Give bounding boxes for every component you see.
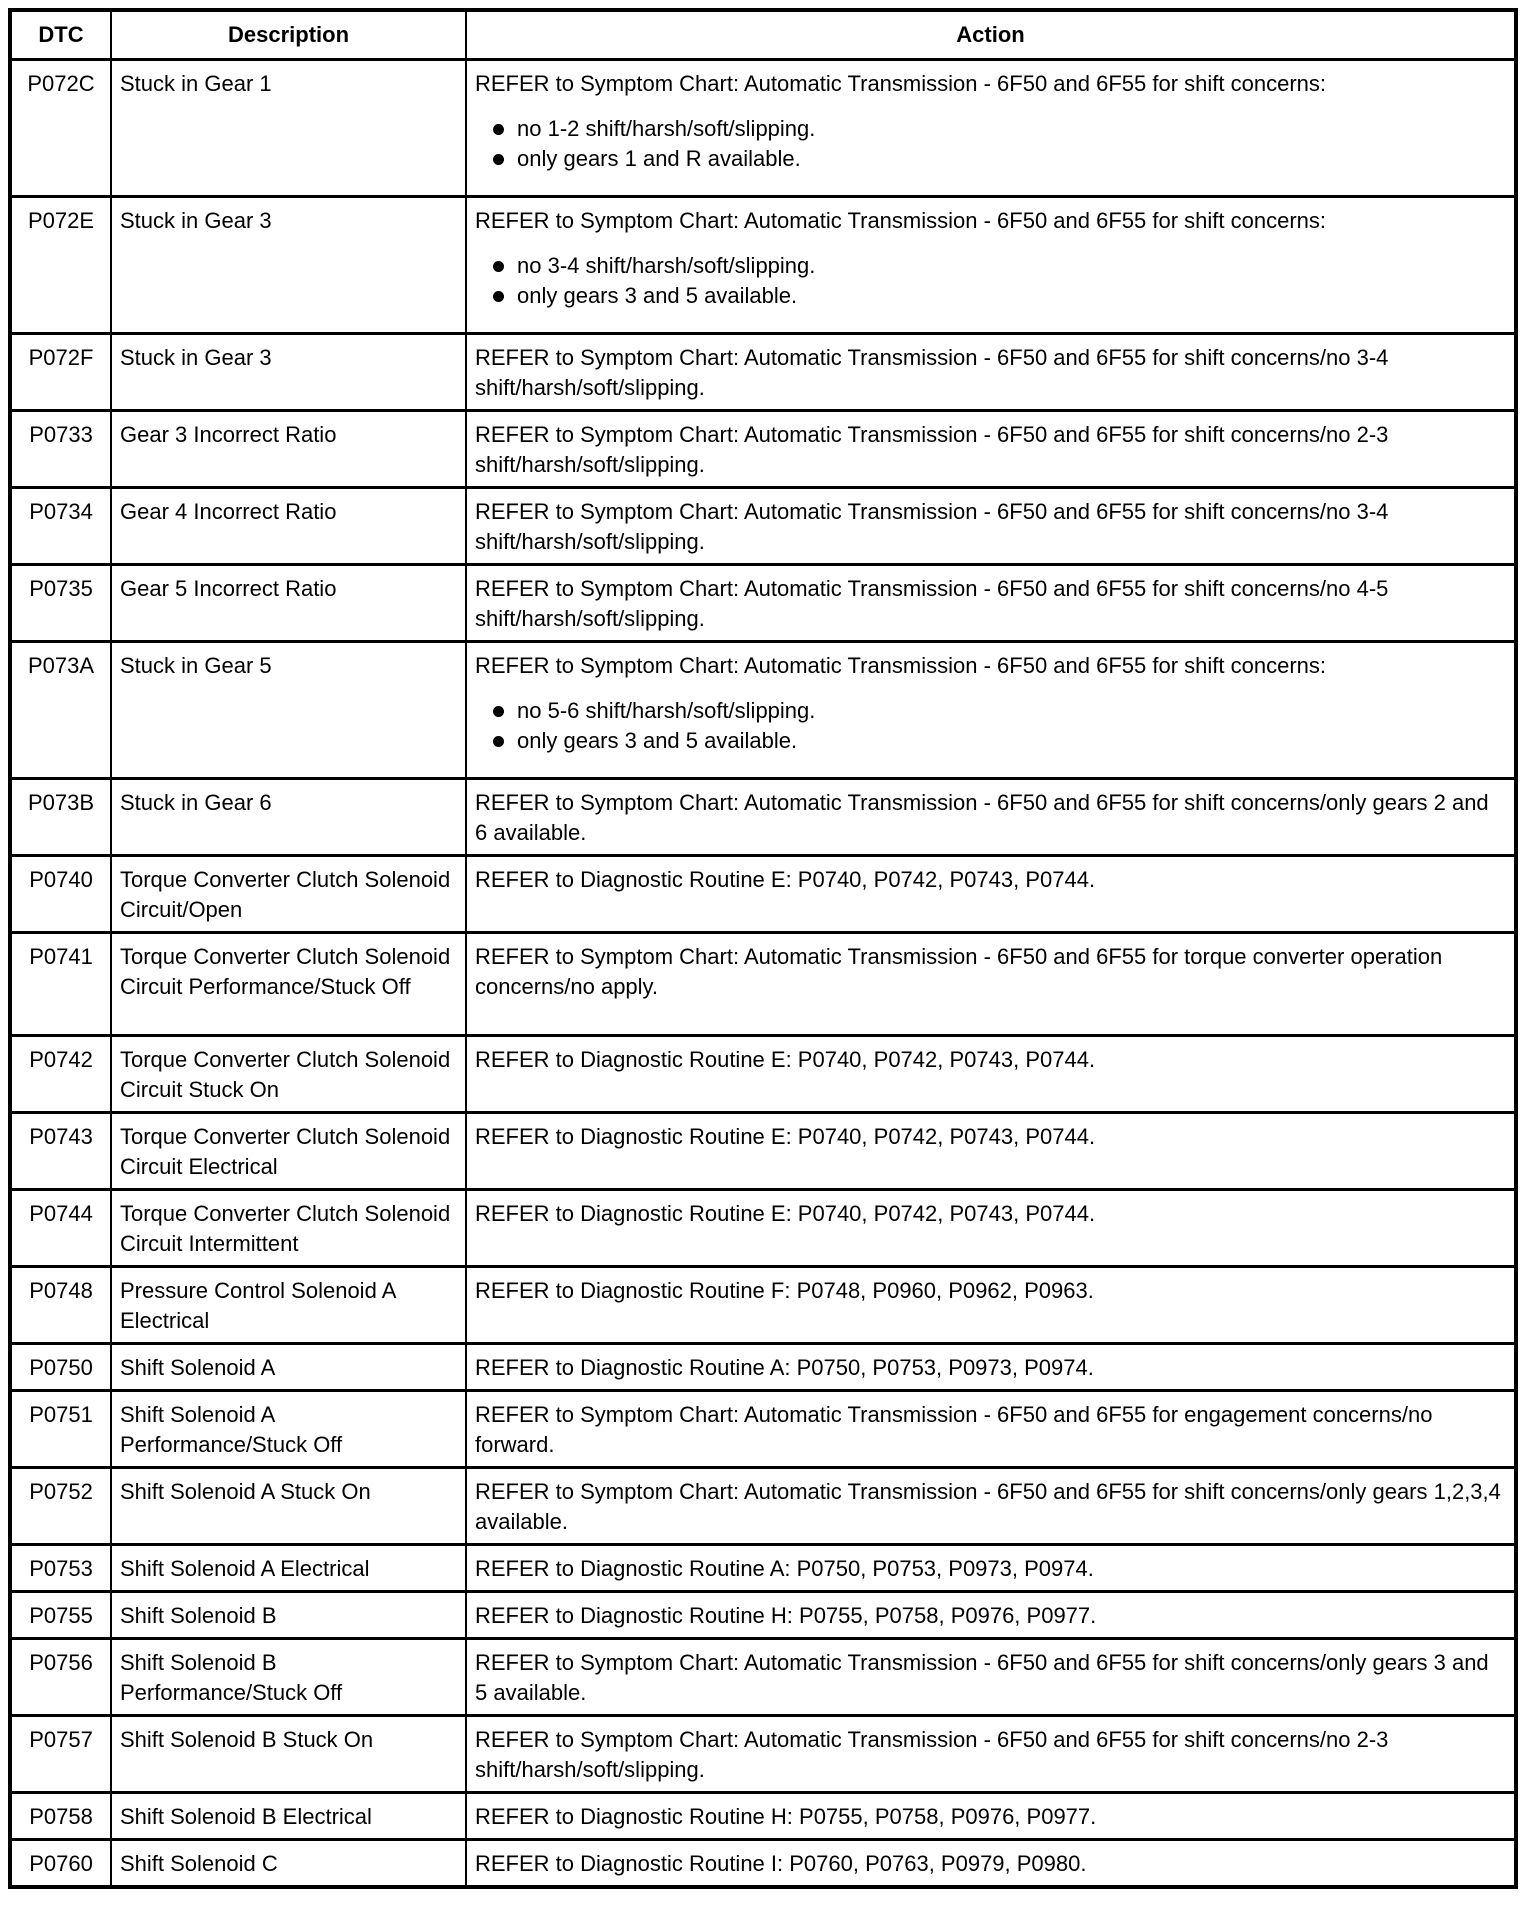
- dtc-action: REFER to Symptom Chart: Automatic Transmission - 6F50 and 6F55 for shift concerns/no 3-4 shift/harsh/soft/slipping.: [466, 334, 1516, 411]
- bullet-item: no 5-6 shift/harsh/soft/slipping.: [493, 696, 1506, 726]
- dtc-code: P0753: [10, 1545, 111, 1592]
- table-row: [10, 488, 1516, 565]
- header-row: [10, 10, 1516, 60]
- dtc-table: [8, 8, 1518, 1889]
- header-action: Action: [466, 10, 1516, 60]
- dtc-action: REFER to Diagnostic Routine H: P0755, P0758, P0976, P0977.: [466, 1592, 1516, 1639]
- dtc-description: Torque Converter Clutch Solenoid Circuit Performance/Stuck Off: [111, 933, 466, 1036]
- dtc-description: Stuck in Gear 3: [111, 197, 466, 334]
- dtc-action: REFER to Symptom Chart: Automatic Transmission - 6F50 and 6F55 for shift concerns/only gears 1,2,3,4 available.: [466, 1468, 1516, 1545]
- table-row: [10, 933, 1516, 1036]
- table-row: [10, 1716, 1516, 1793]
- dtc-code: P0752: [10, 1468, 111, 1545]
- dtc-description: Shift Solenoid A Electrical: [111, 1545, 466, 1592]
- dtc-description: Shift Solenoid C: [111, 1840, 466, 1888]
- dtc-code: P0755: [10, 1592, 111, 1639]
- dtc-description: Stuck in Gear 5: [111, 642, 466, 779]
- table-row: [10, 1344, 1516, 1391]
- dtc-action: REFER to Symptom Chart: Automatic Transmission - 6F50 and 6F55 for torque converter operation concerns/no apply.: [466, 933, 1516, 1036]
- dtc-action: REFER to Diagnostic Routine E: P0740, P0742, P0743, P0744.: [466, 1036, 1516, 1113]
- table-row: [10, 1840, 1516, 1888]
- bullet-item: only gears 1 and R available.: [493, 144, 1506, 174]
- table-row: [10, 1391, 1516, 1468]
- dtc-action: REFER to Symptom Chart: Automatic Transmission - 6F50 and 6F55 for shift concerns/only gears 2 and 6 available.: [466, 779, 1516, 856]
- table-row: [10, 1190, 1516, 1267]
- dtc-description: Shift Solenoid A Performance/Stuck Off: [111, 1391, 466, 1468]
- action-text: REFER to Symptom Chart: Automatic Transmission - 6F50 and 6F55 for shift concerns:: [475, 71, 1326, 96]
- dtc-code: P0743: [10, 1113, 111, 1190]
- action-bullet-list: [475, 696, 1506, 756]
- dtc-action: REFER to Diagnostic Routine A: P0750, P0753, P0973, P0974.: [466, 1344, 1516, 1391]
- action-bullet-list: [475, 114, 1506, 174]
- dtc-code: P0741: [10, 933, 111, 1036]
- table-row: [10, 1545, 1516, 1592]
- dtc-action: REFER to Diagnostic Routine A: P0750, P0753, P0973, P0974.: [466, 1545, 1516, 1592]
- table-row: [10, 197, 1516, 334]
- dtc-code: P073B: [10, 779, 111, 856]
- table-row: [10, 60, 1516, 197]
- dtc-description: Stuck in Gear 6: [111, 779, 466, 856]
- dtc-code: P0751: [10, 1391, 111, 1468]
- bullet-item: only gears 3 and 5 available.: [493, 281, 1506, 311]
- table-row: [10, 1267, 1516, 1344]
- bullet-item: no 1-2 shift/harsh/soft/slipping.: [493, 114, 1506, 144]
- dtc-code: P0735: [10, 565, 111, 642]
- dtc-action: REFER to Diagnostic Routine E: P0740, P0742, P0743, P0744.: [466, 856, 1516, 933]
- dtc-description: Shift Solenoid B Electrical: [111, 1793, 466, 1840]
- table-row: [10, 1468, 1516, 1545]
- dtc-action: REFER to Diagnostic Routine H: P0755, P0758, P0976, P0977.: [466, 1793, 1516, 1840]
- dtc-action: [466, 642, 1516, 779]
- bullet-item: only gears 3 and 5 available.: [493, 726, 1506, 756]
- dtc-code: P072C: [10, 60, 111, 197]
- dtc-code: P072F: [10, 334, 111, 411]
- table-row: [10, 1793, 1516, 1840]
- dtc-action: REFER to Symptom Chart: Automatic Transmission - 6F50 and 6F55 for engagement concerns/no forward.: [466, 1391, 1516, 1468]
- dtc-description: Gear 5 Incorrect Ratio: [111, 565, 466, 642]
- table-row: [10, 1036, 1516, 1113]
- dtc-description: Torque Converter Clutch Solenoid Circuit Stuck On: [111, 1036, 466, 1113]
- dtc-action: REFER to Diagnostic Routine I: P0760, P0763, P0979, P0980.: [466, 1840, 1516, 1888]
- dtc-description: Pressure Control Solenoid A Electrical: [111, 1267, 466, 1344]
- dtc-description: Gear 3 Incorrect Ratio: [111, 411, 466, 488]
- dtc-description: Stuck in Gear 3: [111, 334, 466, 411]
- dtc-code: P0742: [10, 1036, 111, 1113]
- dtc-code: P0734: [10, 488, 111, 565]
- dtc-action: [466, 60, 1516, 197]
- table-row: [10, 642, 1516, 779]
- dtc-code: P0744: [10, 1190, 111, 1267]
- dtc-code: P0758: [10, 1793, 111, 1840]
- dtc-description: Shift Solenoid B Performance/Stuck Off: [111, 1639, 466, 1716]
- header-description: Description: [111, 10, 466, 60]
- dtc-code: P0748: [10, 1267, 111, 1344]
- dtc-description: Gear 4 Incorrect Ratio: [111, 488, 466, 565]
- dtc-action: REFER to Symptom Chart: Automatic Transmission - 6F50 and 6F55 for shift concerns/no 3-4 shift/harsh/soft/slipping.: [466, 488, 1516, 565]
- table-row: [10, 856, 1516, 933]
- dtc-description: Torque Converter Clutch Solenoid Circuit/Open: [111, 856, 466, 933]
- dtc-action: REFER to Symptom Chart: Automatic Transmission - 6F50 and 6F55 for shift concerns/no 2-3 shift/harsh/soft/slipping.: [466, 1716, 1516, 1793]
- table-row: [10, 411, 1516, 488]
- dtc-code: P073A: [10, 642, 111, 779]
- table-row: [10, 565, 1516, 642]
- table-row: [10, 334, 1516, 411]
- dtc-code: P0750: [10, 1344, 111, 1391]
- table-row: [10, 1592, 1516, 1639]
- dtc-description: Shift Solenoid B Stuck On: [111, 1716, 466, 1793]
- table-row: [10, 1113, 1516, 1190]
- dtc-description: Stuck in Gear 1: [111, 60, 466, 197]
- dtc-action: REFER to Diagnostic Routine F: P0748, P0960, P0962, P0963.: [466, 1267, 1516, 1344]
- dtc-action: REFER to Diagnostic Routine E: P0740, P0742, P0743, P0744.: [466, 1113, 1516, 1190]
- dtc-code: P0757: [10, 1716, 111, 1793]
- action-text: REFER to Symptom Chart: Automatic Transmission - 6F50 and 6F55 for shift concerns:: [475, 653, 1326, 678]
- table-row: [10, 779, 1516, 856]
- dtc-description: Shift Solenoid A Stuck On: [111, 1468, 466, 1545]
- dtc-action: REFER to Symptom Chart: Automatic Transmission - 6F50 and 6F55 for shift concerns/only gears 3 and 5 available.: [466, 1639, 1516, 1716]
- table-row: [10, 1639, 1516, 1716]
- dtc-code: P0756: [10, 1639, 111, 1716]
- action-bullet-list: [475, 251, 1506, 311]
- dtc-description: Shift Solenoid B: [111, 1592, 466, 1639]
- dtc-code: P0760: [10, 1840, 111, 1888]
- dtc-action: REFER to Diagnostic Routine E: P0740, P0742, P0743, P0744.: [466, 1190, 1516, 1267]
- dtc-description: Torque Converter Clutch Solenoid Circuit Electrical: [111, 1113, 466, 1190]
- action-text: REFER to Symptom Chart: Automatic Transmission - 6F50 and 6F55 for shift concerns:: [475, 208, 1326, 233]
- dtc-description: Shift Solenoid A: [111, 1344, 466, 1391]
- dtc-code: P0733: [10, 411, 111, 488]
- header-dtc: DTC: [10, 10, 111, 60]
- dtc-action: REFER to Symptom Chart: Automatic Transmission - 6F50 and 6F55 for shift concerns/no 2-3 shift/harsh/soft/slipping.: [466, 411, 1516, 488]
- dtc-action: [466, 197, 1516, 334]
- bullet-item: no 3-4 shift/harsh/soft/slipping.: [493, 251, 1506, 281]
- dtc-description: Torque Converter Clutch Solenoid Circuit Intermittent: [111, 1190, 466, 1267]
- dtc-action: REFER to Symptom Chart: Automatic Transmission - 6F50 and 6F55 for shift concerns/no 4-5 shift/harsh/soft/slipping.: [466, 565, 1516, 642]
- dtc-code: P072E: [10, 197, 111, 334]
- dtc-code: P0740: [10, 856, 111, 933]
